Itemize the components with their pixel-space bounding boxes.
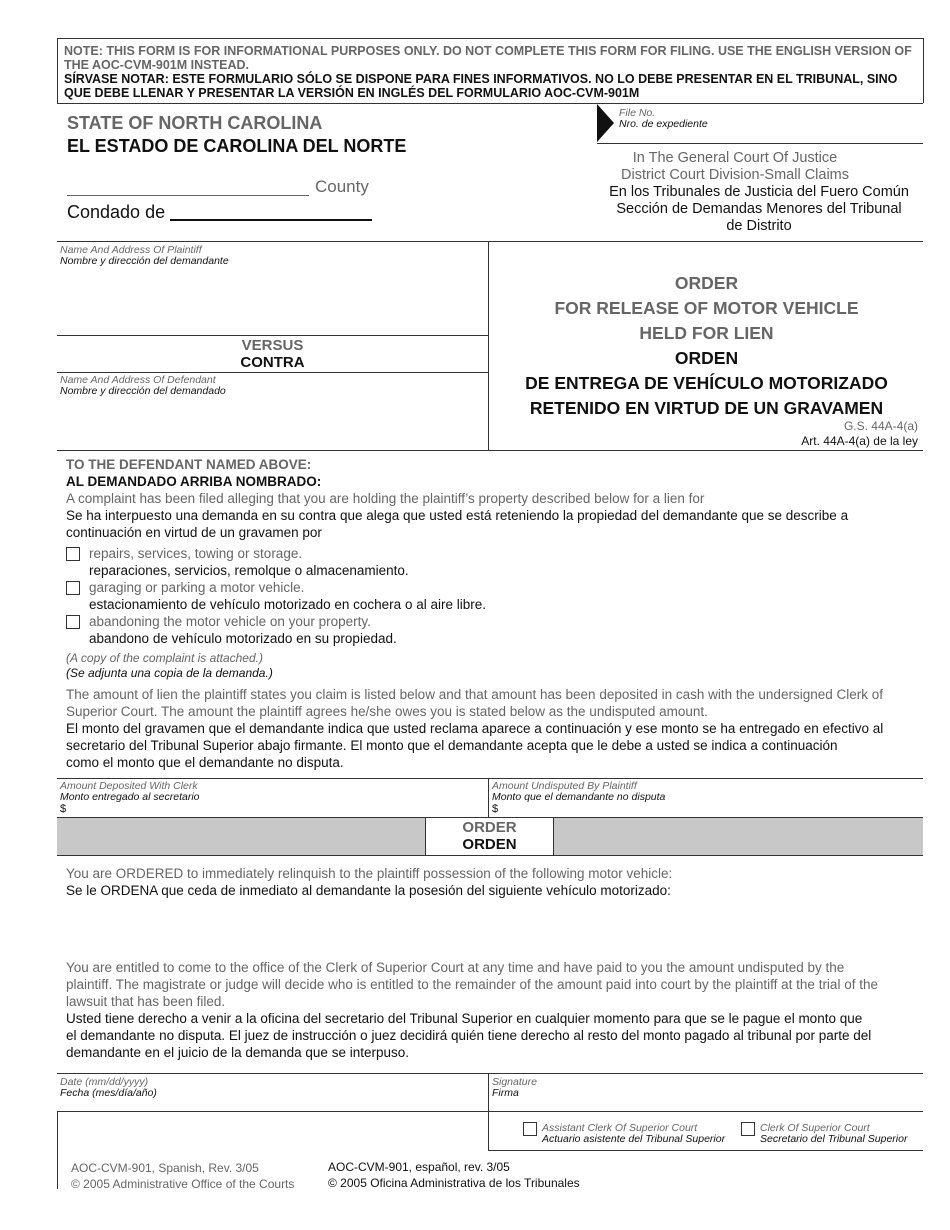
option-garaging-checkbox[interactable]: [66, 581, 80, 595]
footer-en2: © 2005 Administrative Office of the Courts: [71, 1177, 295, 1191]
signature-en: Signature: [492, 1076, 537, 1088]
court-en2: District Court Division-Small Claims: [621, 167, 849, 183]
complaint-es1: Se ha interpuesto una demanda en su contra que alega que usted está reteniendo la propiedad del demandante que se describe a: [66, 508, 849, 523]
statute-es: Art. 44A-4(a) de la ley: [801, 434, 918, 448]
plaintiff-label: [60, 245, 229, 267]
option-garaging-es: estacionamiento de vehículo motorizado en cochera o al aire libre.: [89, 597, 486, 612]
complaint-text: [66, 490, 926, 541]
county-es: Condado de: [67, 202, 166, 222]
option-repairs-checkbox[interactable]: [66, 547, 80, 561]
title-es3: RETENIDO EN VIRTUD DE UN GRAVAMEN: [529, 398, 884, 418]
to-defendant-es: AL DEMANDADO ARRIBA NOMBRADO:: [66, 474, 322, 489]
versus-en: VERSUS: [241, 337, 304, 354]
lien-en2: Superior Court. The amount the plaintiff agrees he/she owes you is stated below as the undisputed amount.: [66, 704, 708, 719]
footer-en: [71, 1160, 294, 1192]
file-no-arrow-icon: [597, 104, 614, 142]
date-en: Date (mm/dd/yyyy): [60, 1076, 149, 1088]
option-abandoning-es: abandono de vehículo motorizado en su propiedad.: [89, 631, 397, 646]
option-garaging-en: garaging or parking a motor vehicle.: [89, 580, 305, 595]
versus: [57, 337, 488, 371]
county-line: [67, 195, 309, 196]
ordered-en: You are ORDERED to immediately relinquish to the plaintiff possession of the following motor vehicle:: [66, 866, 673, 881]
to-defendant: [66, 456, 321, 490]
option-abandoning-en: abandoning the motor vehicle on your property.: [89, 614, 371, 629]
title-es2: DE ENTREGA DE VEHÍCULO MOTORIZADO: [525, 373, 888, 393]
option-garaging: [89, 579, 486, 613]
file-no-es: Nro. de expediente: [619, 118, 708, 130]
order-bar-right: [554, 818, 923, 855]
order-heading-en: ORDER: [462, 819, 517, 836]
entitled-en3: lawsuit that has been filed.: [66, 994, 226, 1009]
condado-line[interactable]: [170, 219, 372, 221]
footer-es1: AOC-CVM-901, español, rev. 3/05: [328, 1160, 510, 1174]
signature-es: Firma: [492, 1087, 519, 1099]
copy-note: [66, 651, 273, 681]
date-field[interactable]: [60, 1077, 157, 1099]
assistant-clerk-checkbox[interactable]: [523, 1122, 537, 1136]
statute-en: G.S. 44A-4(a): [843, 419, 918, 433]
footer-en1: AOC-CVM-901, Spanish, Rev. 3/05: [71, 1161, 259, 1175]
ordered-text: [66, 865, 926, 899]
notice: [64, 44, 924, 100]
entitled-en2: plaintiff. The magistrate or judge will decide who is entitled to the remainder of the amount paid into court by the plaintiff at the trial of the: [66, 977, 878, 992]
clerk-es: Secretario del Tribunal Superior: [760, 1133, 908, 1145]
court-es2: Sección de Demandas Menores del Tribunal: [616, 201, 902, 217]
form-title: [490, 271, 923, 421]
county-en: County: [315, 177, 369, 196]
date-es: Fecha (mes/día/año): [60, 1087, 157, 1099]
order-bar-left: [57, 818, 425, 855]
court-es1: En los Tribunales de Justicia del Fuero Común: [609, 184, 909, 200]
option-repairs-es: reparaciones, servicios, remolque o almacenamiento.: [89, 563, 409, 578]
undisputed-en: Amount Undisputed By Plaintiff: [492, 780, 637, 792]
court-block: [585, 150, 885, 184]
defendant-label: [60, 375, 226, 397]
defendant-en: Name And Address Of Defendant: [60, 374, 216, 386]
defendant-es: Nombre y dirección del demandado: [60, 385, 226, 397]
footer-es2: © 2005 Oficina Administrativa de los Tribunales: [328, 1176, 580, 1190]
ordered-es: Se le ORDENA que ceda de inmediato al demandante la posesión del siguiente vehículo motorizado:: [66, 883, 671, 898]
complaint-en: A complaint has been filed alleging that you are holding the plaintiff’s property described below for a lien for: [66, 491, 705, 506]
clerk-en: Clerk Of Superior Court: [760, 1122, 870, 1134]
title-en2: FOR RELEASE OF MOTOR VEHICLE: [554, 298, 859, 318]
entitled-es1: Usted tiene derecho a venir a la oficina del secretario del Tribunal Superior en cualquier momento para que se le pague el monto que: [66, 1011, 863, 1026]
deposited-es: Monto entregado al secretario: [60, 791, 200, 803]
undisputed-es: Monto que el demandante no disputa: [492, 791, 666, 803]
copy-note-en: (A copy of the complaint is attached.): [66, 651, 263, 665]
option-abandoning-checkbox[interactable]: [66, 615, 80, 629]
clerk-label: [760, 1123, 907, 1145]
undisputed-currency: $: [492, 803, 499, 815]
assistant-clerk-es: Actuario asistente del Tribunal Superior: [542, 1133, 726, 1145]
deposited-en: Amount Deposited With Clerk: [60, 780, 198, 792]
amount-undisputed-field[interactable]: [492, 781, 665, 815]
notice-en: NOTE: THIS FORM IS FOR INFORMATIONAL PURPOSES ONLY. DO NOT COMPLETE THIS FORM FOR FILING. USE THE ENGLISH VERSION OF THE AOC-CVM-901M INSTEAD.: [64, 44, 912, 72]
signature-field[interactable]: [492, 1077, 537, 1099]
lien-es2: secretario del Tribunal Superior abajo firmante. El monto que el demandante acepta que le debe a usted se indica a continuación: [66, 738, 838, 753]
lien-es1: El monto del gravamen que el demandante indica que usted reclama aparece a continuación y ese monto se ha entregado en efectivo al: [66, 721, 884, 736]
court-block-es: [594, 184, 924, 235]
court-en1: In The General Court Of Justice: [632, 150, 838, 166]
to-defendant-en: TO THE DEFENDANT NAMED ABOVE:: [66, 457, 312, 472]
title-en1: ORDER: [674, 273, 739, 293]
footer-es: [328, 1159, 580, 1191]
order-heading: [426, 819, 553, 853]
complaint-es2: continuación en virtud de un gravamen por: [66, 525, 322, 540]
statute: [801, 419, 918, 449]
lien-text: [66, 686, 936, 771]
title-es1: ORDEN: [674, 348, 739, 368]
amount-deposited-field[interactable]: [60, 781, 200, 815]
plaintiff-es: Nombre y dirección del demandante: [60, 255, 229, 267]
copy-note-es: (Se adjunta una copia de la demanda.): [66, 666, 273, 680]
order-heading-es: ORDEN: [462, 836, 517, 853]
lien-en1: The amount of lien the plaintiff states you claim is listed below and that amount has been deposited in cash with the undersigned Clerk of: [66, 687, 883, 702]
option-abandoning: [89, 613, 397, 647]
state-en: STATE OF NORTH CAROLINA: [67, 113, 323, 133]
entitled-es3: demandante en el juicio de la demanda que se interpuso.: [66, 1045, 409, 1060]
state-es: EL ESTADO DE CAROLINA DEL NORTE: [67, 136, 407, 156]
option-repairs: [89, 545, 409, 579]
entitled-es2: el demandante no disputa. El juez de instrucción o juez decidirá quién tiene derecho al resto del monto pagado al tribunal por parte del: [66, 1028, 872, 1043]
option-repairs-en: repairs, services, towing or storage.: [89, 546, 303, 561]
deposited-currency: $: [60, 803, 67, 815]
entitled-text: [66, 959, 936, 1061]
lien-es3: como el monto que el demandante no disputa.: [66, 755, 344, 770]
title-en3: HELD FOR LIEN: [639, 323, 774, 343]
versus-es: CONTRA: [240, 354, 305, 371]
plaintiff-en: Name And Address Of Plaintiff: [60, 244, 202, 256]
court-es3: de Distrito: [726, 218, 792, 234]
file-no-label: [619, 108, 708, 130]
clerk-checkbox[interactable]: [741, 1122, 755, 1136]
assistant-clerk-en: Assistant Clerk Of Superior Court: [542, 1122, 698, 1134]
file-no-en: File No.: [619, 107, 656, 119]
entitled-en1: You are entitled to come to the office of the Clerk of Superior Court at any time and have paid to you the amount undisputed by the: [66, 960, 845, 975]
assistant-clerk-label: [542, 1123, 725, 1145]
notice-es: SÍRVASE NOTAR: ESTE FORMULARIO SÓLO SE DISPONE PARA FINES INFORMATIVOS. NO LO DEBE PRESENTAR EN EL TRIBUNAL, SINO QUE DEBE LLENAR Y PRESENTAR LA VERSIÓN EN INGLÉS DEL FORMULARIO AOC-CVM-901M: [64, 72, 898, 100]
